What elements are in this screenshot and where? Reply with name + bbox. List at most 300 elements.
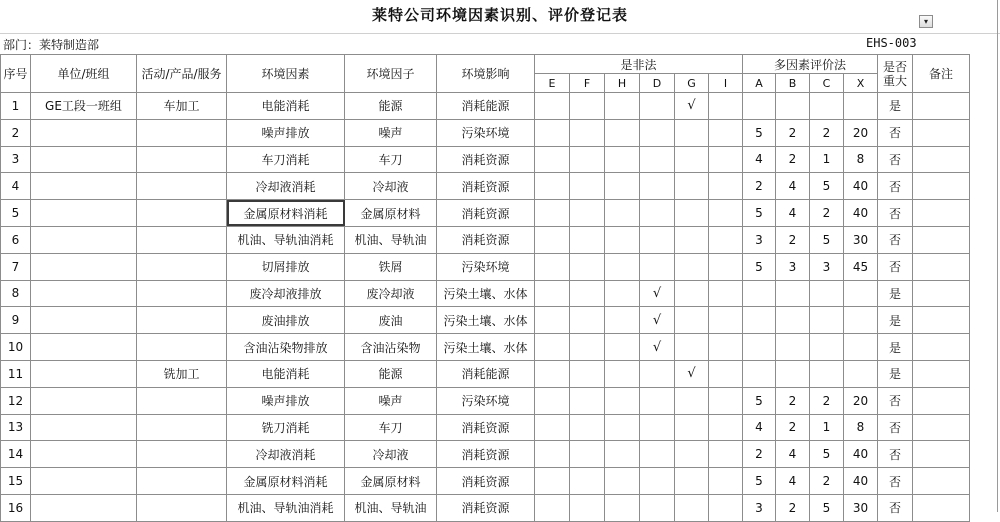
cell-e[interactable] <box>535 360 570 387</box>
cell-x[interactable] <box>844 93 878 120</box>
cell-seq[interactable]: 9 <box>1 307 31 334</box>
cell-x[interactable]: 20 <box>844 119 878 146</box>
cell-major[interactable]: 是 <box>878 280 913 307</box>
cell-i[interactable] <box>709 334 743 361</box>
cell-b[interactable]: 2 <box>776 146 810 173</box>
cell-f[interactable] <box>570 494 605 521</box>
cell-remark[interactable] <box>913 226 970 253</box>
cell-g[interactable] <box>675 253 709 280</box>
cell-x[interactable] <box>844 280 878 307</box>
cell-f[interactable] <box>570 387 605 414</box>
cell-f[interactable] <box>570 119 605 146</box>
cell-a[interactable]: 5 <box>743 468 776 495</box>
cell-g[interactable] <box>675 387 709 414</box>
cell-b[interactable]: 4 <box>776 173 810 200</box>
cell-factor[interactable]: 冷却液 <box>345 441 437 468</box>
cell-major[interactable]: 是 <box>878 93 913 120</box>
cell-major[interactable]: 否 <box>878 387 913 414</box>
cell-activity[interactable] <box>137 441 227 468</box>
cell-impact[interactable]: 污染土壤、水体 <box>437 280 535 307</box>
cell-d[interactable] <box>640 93 675 120</box>
subheader-cell: B <box>776 74 810 93</box>
cell-impact[interactable]: 污染环境 <box>437 119 535 146</box>
cell-g[interactable] <box>675 173 709 200</box>
cell-factor[interactable]: 金属原材料 <box>345 468 437 495</box>
cell-c[interactable]: 3 <box>810 253 844 280</box>
cell-seq[interactable]: 1 <box>1 93 31 120</box>
cell-b[interactable]: 4 <box>776 200 810 227</box>
cell-e[interactable] <box>535 387 570 414</box>
cell-d[interactable] <box>640 226 675 253</box>
cell-impact[interactable]: 污染土壤、水体 <box>437 307 535 334</box>
cell-b[interactable] <box>776 360 810 387</box>
cell-b[interactable]: 2 <box>776 226 810 253</box>
cell-h[interactable] <box>605 414 640 441</box>
cell-major[interactable]: 否 <box>878 468 913 495</box>
cell-x[interactable]: 40 <box>844 173 878 200</box>
cell-aspect[interactable]: 废油排放 <box>227 307 345 334</box>
cell-a[interactable] <box>743 334 776 361</box>
cell-aspect[interactable]: 噪声排放 <box>227 387 345 414</box>
cell-activity[interactable] <box>137 468 227 495</box>
cell-e[interactable] <box>535 414 570 441</box>
cell-c[interactable]: 1 <box>810 146 844 173</box>
cell-d[interactable] <box>640 200 675 227</box>
cell-b[interactable]: 2 <box>776 387 810 414</box>
cell-d[interactable] <box>640 253 675 280</box>
cell-unit[interactable] <box>31 441 137 468</box>
cell-g[interactable] <box>675 200 709 227</box>
cell-g[interactable]: √ <box>675 93 709 120</box>
cell-a[interactable] <box>743 360 776 387</box>
cell-c[interactable] <box>810 360 844 387</box>
cell-major[interactable]: 否 <box>878 226 913 253</box>
cell-major[interactable]: 是 <box>878 360 913 387</box>
cell-unit[interactable] <box>31 307 137 334</box>
cell-impact[interactable]: 污染环境 <box>437 253 535 280</box>
cell-f[interactable] <box>570 307 605 334</box>
cell-remark[interactable] <box>913 494 970 521</box>
cell-seq[interactable]: 14 <box>1 441 31 468</box>
cell-activity[interactable] <box>137 253 227 280</box>
cell-impact[interactable]: 消耗资源 <box>437 226 535 253</box>
cell-h[interactable] <box>605 334 640 361</box>
cell-a[interactable]: 5 <box>743 200 776 227</box>
cell-i[interactable] <box>709 307 743 334</box>
cell-g[interactable] <box>675 441 709 468</box>
cell-e[interactable] <box>535 494 570 521</box>
cell-b[interactable]: 4 <box>776 441 810 468</box>
cell-g[interactable] <box>675 494 709 521</box>
cell-factor[interactable]: 能源 <box>345 360 437 387</box>
cell-factor[interactable]: 噪声 <box>345 119 437 146</box>
header-unit: 单位/班组 <box>31 55 137 93</box>
cell-activity[interactable] <box>137 226 227 253</box>
cell-major[interactable]: 否 <box>878 494 913 521</box>
cell-x[interactable] <box>844 360 878 387</box>
cell-remark[interactable] <box>913 307 970 334</box>
cell-aspect[interactable]: 含油沾染物排放 <box>227 334 345 361</box>
cell-seq[interactable]: 6 <box>1 226 31 253</box>
cell-remark[interactable] <box>913 200 970 227</box>
cell-major[interactable]: 否 <box>878 146 913 173</box>
cell-i[interactable] <box>709 280 743 307</box>
cell-c[interactable] <box>810 93 844 120</box>
cell-activity[interactable]: 车加工 <box>137 93 227 120</box>
cell-g[interactable] <box>675 307 709 334</box>
table-row <box>1 387 970 414</box>
table-row <box>1 414 970 441</box>
cell-e[interactable] <box>535 119 570 146</box>
cell-a[interactable]: 4 <box>743 414 776 441</box>
cell-activity[interactable] <box>137 494 227 521</box>
cell-h[interactable] <box>605 441 640 468</box>
cell-major[interactable]: 否 <box>878 414 913 441</box>
cell-h[interactable] <box>605 387 640 414</box>
cell-impact[interactable]: 消耗资源 <box>437 146 535 173</box>
cell-f[interactable] <box>570 226 605 253</box>
cell-e[interactable] <box>535 307 570 334</box>
cell-i[interactable] <box>709 119 743 146</box>
cell-c[interactable]: 2 <box>810 200 844 227</box>
cell-g[interactable]: √ <box>675 360 709 387</box>
cell-impact[interactable]: 消耗资源 <box>437 414 535 441</box>
cell-c[interactable]: 5 <box>810 441 844 468</box>
cell-i[interactable] <box>709 468 743 495</box>
cell-factor[interactable]: 机油、导轨油 <box>345 226 437 253</box>
cell-c[interactable]: 5 <box>810 226 844 253</box>
cell-aspect[interactable]: 噪声排放 <box>227 119 345 146</box>
cell-remark[interactable] <box>913 360 970 387</box>
cell-unit[interactable] <box>31 280 137 307</box>
cell-activity[interactable] <box>137 200 227 227</box>
cell-g[interactable] <box>675 468 709 495</box>
cell-activity[interactable] <box>137 334 227 361</box>
cell-b[interactable]: 4 <box>776 468 810 495</box>
cell-f[interactable] <box>570 414 605 441</box>
cell-remark[interactable] <box>913 334 970 361</box>
cell-f[interactable] <box>570 280 605 307</box>
cell-a[interactable]: 2 <box>743 173 776 200</box>
cell-impact[interactable]: 消耗资源 <box>437 494 535 521</box>
cell-x[interactable] <box>844 334 878 361</box>
cell-unit[interactable] <box>31 226 137 253</box>
cell-factor[interactable]: 车刀 <box>345 146 437 173</box>
cell-h[interactable] <box>605 226 640 253</box>
cell-h[interactable] <box>605 119 640 146</box>
cell-i[interactable] <box>709 226 743 253</box>
cell-seq[interactable]: 5 <box>1 200 31 227</box>
cell-aspect[interactable]: 机油、导轨油消耗 <box>227 494 345 521</box>
cell-h[interactable] <box>605 93 640 120</box>
cell-major[interactable]: 否 <box>878 119 913 146</box>
cell-factor[interactable]: 铁屑 <box>345 253 437 280</box>
cell-unit[interactable]: GE工段一班组 <box>31 93 137 120</box>
cell-a[interactable] <box>743 307 776 334</box>
cell-unit[interactable] <box>31 173 137 200</box>
table-row <box>1 173 970 200</box>
cell-remark[interactable] <box>913 173 970 200</box>
cell-unit[interactable] <box>31 119 137 146</box>
cell-major[interactable]: 否 <box>878 200 913 227</box>
cell-x[interactable]: 45 <box>844 253 878 280</box>
cell-b[interactable] <box>776 307 810 334</box>
cell-unit[interactable] <box>31 253 137 280</box>
cell-a[interactable] <box>743 280 776 307</box>
cell-seq[interactable]: 11 <box>1 360 31 387</box>
cell-factor[interactable]: 能源 <box>345 93 437 120</box>
cell-remark[interactable] <box>913 93 970 120</box>
cell-b[interactable] <box>776 93 810 120</box>
cell-e[interactable] <box>535 253 570 280</box>
cell-activity[interactable] <box>137 280 227 307</box>
cell-factor[interactable]: 车刀 <box>345 414 437 441</box>
cell-e[interactable] <box>535 200 570 227</box>
cell-c[interactable] <box>810 280 844 307</box>
cell-h[interactable] <box>605 360 640 387</box>
cell-seq[interactable]: 10 <box>1 334 31 361</box>
cell-b[interactable]: 3 <box>776 253 810 280</box>
cell-c[interactable]: 2 <box>810 387 844 414</box>
cell-seq[interactable]: 15 <box>1 468 31 495</box>
cell-impact[interactable]: 污染环境 <box>437 387 535 414</box>
cell-major[interactable]: 否 <box>878 173 913 200</box>
cell-b[interactable]: 2 <box>776 494 810 521</box>
cell-factor[interactable]: 金属原材料 <box>345 200 437 227</box>
cell-h[interactable] <box>605 253 640 280</box>
cell-seq[interactable]: 8 <box>1 280 31 307</box>
cell-x[interactable]: 8 <box>844 414 878 441</box>
cell-impact[interactable]: 污染土壤、水体 <box>437 334 535 361</box>
cell-aspect[interactable]: 铣刀消耗 <box>227 414 345 441</box>
cell-seq[interactable]: 3 <box>1 146 31 173</box>
cell-h[interactable] <box>605 494 640 521</box>
subheader-cell: D <box>640 74 675 93</box>
cell-seq[interactable]: 13 <box>1 414 31 441</box>
cell-x[interactable]: 40 <box>844 441 878 468</box>
cell-f[interactable] <box>570 200 605 227</box>
cell-aspect[interactable]: 电能消耗 <box>227 93 345 120</box>
cell-a[interactable]: 5 <box>743 253 776 280</box>
cell-a[interactable]: 5 <box>743 387 776 414</box>
cell-seq[interactable]: 12 <box>1 387 31 414</box>
cell-remark[interactable] <box>913 119 970 146</box>
cell-aspect[interactable]: 切屑排放 <box>227 253 345 280</box>
cell-aspect[interactable]: 废冷却液排放 <box>227 280 345 307</box>
cell-d[interactable]: √ <box>640 307 675 334</box>
cell-h[interactable] <box>605 280 640 307</box>
cell-x[interactable]: 30 <box>844 494 878 521</box>
cell-c[interactable] <box>810 334 844 361</box>
cell-impact[interactable]: 消耗资源 <box>437 200 535 227</box>
cell-e[interactable] <box>535 93 570 120</box>
cell-remark[interactable] <box>913 387 970 414</box>
cell-factor[interactable]: 机油、导轨油 <box>345 494 437 521</box>
cell-impact[interactable]: 消耗能源 <box>437 360 535 387</box>
cell-unit[interactable] <box>31 387 137 414</box>
cell-d[interactable] <box>640 414 675 441</box>
cell-impact[interactable]: 消耗资源 <box>437 441 535 468</box>
cell-seq[interactable]: 7 <box>1 253 31 280</box>
cell-c[interactable]: 1 <box>810 414 844 441</box>
cell-d[interactable] <box>640 146 675 173</box>
cell-seq[interactable]: 2 <box>1 119 31 146</box>
cell-i[interactable] <box>709 173 743 200</box>
cell-d[interactable] <box>640 173 675 200</box>
cell-x[interactable] <box>844 307 878 334</box>
environment-aspect-register-table <box>0 54 970 522</box>
cell-unit[interactable] <box>31 494 137 521</box>
subheader-cell: F <box>570 74 605 93</box>
cell-a[interactable]: 4 <box>743 146 776 173</box>
cell-i[interactable] <box>709 360 743 387</box>
cell-h[interactable] <box>605 173 640 200</box>
cell-g[interactable] <box>675 280 709 307</box>
cell-a[interactable] <box>743 93 776 120</box>
cell-impact[interactable]: 消耗能源 <box>437 93 535 120</box>
cell-g[interactable] <box>675 119 709 146</box>
cell-e[interactable] <box>535 280 570 307</box>
cell-factor[interactable]: 噪声 <box>345 387 437 414</box>
cell-seq[interactable]: 16 <box>1 494 31 521</box>
cell-d[interactable] <box>640 494 675 521</box>
cell-c[interactable]: 5 <box>810 173 844 200</box>
cell-unit[interactable] <box>31 200 137 227</box>
cell-activity[interactable]: 铣加工 <box>137 360 227 387</box>
cell-c[interactable]: 5 <box>810 494 844 521</box>
cell-a[interactable]: 5 <box>743 119 776 146</box>
cell-d[interactable]: √ <box>640 280 675 307</box>
cell-g[interactable] <box>675 334 709 361</box>
cell-aspect[interactable]: 电能消耗 <box>227 360 345 387</box>
cell-i[interactable] <box>709 146 743 173</box>
cell-i[interactable] <box>709 93 743 120</box>
cell-i[interactable] <box>709 414 743 441</box>
cell-activity[interactable] <box>137 119 227 146</box>
cell-aspect[interactable]: 机油、导轨油消耗 <box>227 226 345 253</box>
cell-remark[interactable] <box>913 441 970 468</box>
dropdown-arrow-icon[interactable]: ▾ <box>919 15 933 28</box>
cell-a[interactable]: 2 <box>743 441 776 468</box>
cell-d[interactable] <box>640 441 675 468</box>
cell-e[interactable] <box>535 146 570 173</box>
cell-f[interactable] <box>570 146 605 173</box>
cell-f[interactable] <box>570 173 605 200</box>
cell-major[interactable]: 否 <box>878 253 913 280</box>
cell-activity[interactable] <box>137 387 227 414</box>
cell-seq[interactable]: 4 <box>1 173 31 200</box>
cell-f[interactable] <box>570 468 605 495</box>
cell-e[interactable] <box>535 334 570 361</box>
cell-h[interactable] <box>605 200 640 227</box>
cell-unit[interactable] <box>31 360 137 387</box>
cell-i[interactable] <box>709 253 743 280</box>
cell-x[interactable]: 40 <box>844 200 878 227</box>
cell-c[interactable]: 2 <box>810 119 844 146</box>
cell-aspect[interactable]: 冷却液消耗 <box>227 441 345 468</box>
cell-unit[interactable] <box>31 334 137 361</box>
cell-x[interactable]: 20 <box>844 387 878 414</box>
cell-x[interactable]: 8 <box>844 146 878 173</box>
cell-activity[interactable] <box>137 307 227 334</box>
cell-activity[interactable] <box>137 414 227 441</box>
cell-f[interactable] <box>570 253 605 280</box>
cell-remark[interactable] <box>913 253 970 280</box>
cell-aspect[interactable]: 车刀消耗 <box>227 146 345 173</box>
cell-b[interactable]: 2 <box>776 119 810 146</box>
cell-f[interactable] <box>570 334 605 361</box>
cell-e[interactable] <box>535 226 570 253</box>
cell-d[interactable] <box>640 119 675 146</box>
cell-e[interactable] <box>535 468 570 495</box>
cell-remark[interactable] <box>913 146 970 173</box>
cell-e[interactable] <box>535 173 570 200</box>
cell-i[interactable] <box>709 494 743 521</box>
cell-impact[interactable]: 消耗资源 <box>437 173 535 200</box>
cell-aspect[interactable]: 金属原材料消耗 <box>227 468 345 495</box>
cell-c[interactable]: 2 <box>810 468 844 495</box>
cell-f[interactable] <box>570 93 605 120</box>
cell-unit[interactable] <box>31 146 137 173</box>
cell-g[interactable] <box>675 226 709 253</box>
cell-activity[interactable] <box>137 146 227 173</box>
cell-f[interactable] <box>570 441 605 468</box>
cell-factor[interactable]: 废冷却液 <box>345 280 437 307</box>
cell-d[interactable] <box>640 387 675 414</box>
cell-impact[interactable]: 消耗资源 <box>437 468 535 495</box>
cell-x[interactable]: 30 <box>844 226 878 253</box>
cell-major[interactable]: 是 <box>878 334 913 361</box>
header-impact: 环境影响 <box>437 55 535 93</box>
cell-i[interactable] <box>709 200 743 227</box>
cell-g[interactable] <box>675 414 709 441</box>
subheader-cell: C <box>810 74 844 93</box>
cell-b[interactable] <box>776 334 810 361</box>
cell-remark[interactable] <box>913 414 970 441</box>
cell-major[interactable]: 是 <box>878 307 913 334</box>
cell-b[interactable] <box>776 280 810 307</box>
cell-h[interactable] <box>605 307 640 334</box>
cell-major[interactable]: 否 <box>878 441 913 468</box>
cell-b[interactable]: 2 <box>776 414 810 441</box>
cell-factor[interactable]: 含油沾染物 <box>345 334 437 361</box>
cell-e[interactable] <box>535 441 570 468</box>
cell-d[interactable] <box>640 360 675 387</box>
cell-a[interactable]: 3 <box>743 226 776 253</box>
cell-i[interactable] <box>709 441 743 468</box>
cell-a[interactable]: 3 <box>743 494 776 521</box>
cell-factor[interactable]: 冷却液 <box>345 173 437 200</box>
cell-f[interactable] <box>570 360 605 387</box>
cell-h[interactable] <box>605 146 640 173</box>
cell-unit[interactable] <box>31 468 137 495</box>
cell-aspect[interactable]: 金属原材料消耗 <box>227 200 345 227</box>
cell-d[interactable] <box>640 468 675 495</box>
cell-remark[interactable] <box>913 468 970 495</box>
cell-factor[interactable]: 废油 <box>345 307 437 334</box>
cell-remark[interactable] <box>913 280 970 307</box>
cell-i[interactable] <box>709 387 743 414</box>
cell-x[interactable]: 40 <box>844 468 878 495</box>
header-major: 是否重大 <box>878 55 913 93</box>
cell-g[interactable] <box>675 146 709 173</box>
cell-activity[interactable] <box>137 173 227 200</box>
cell-unit[interactable] <box>31 414 137 441</box>
cell-h[interactable] <box>605 468 640 495</box>
cell-c[interactable] <box>810 307 844 334</box>
cell-d[interactable]: √ <box>640 334 675 361</box>
cell-aspect[interactable]: 冷却液消耗 <box>227 173 345 200</box>
